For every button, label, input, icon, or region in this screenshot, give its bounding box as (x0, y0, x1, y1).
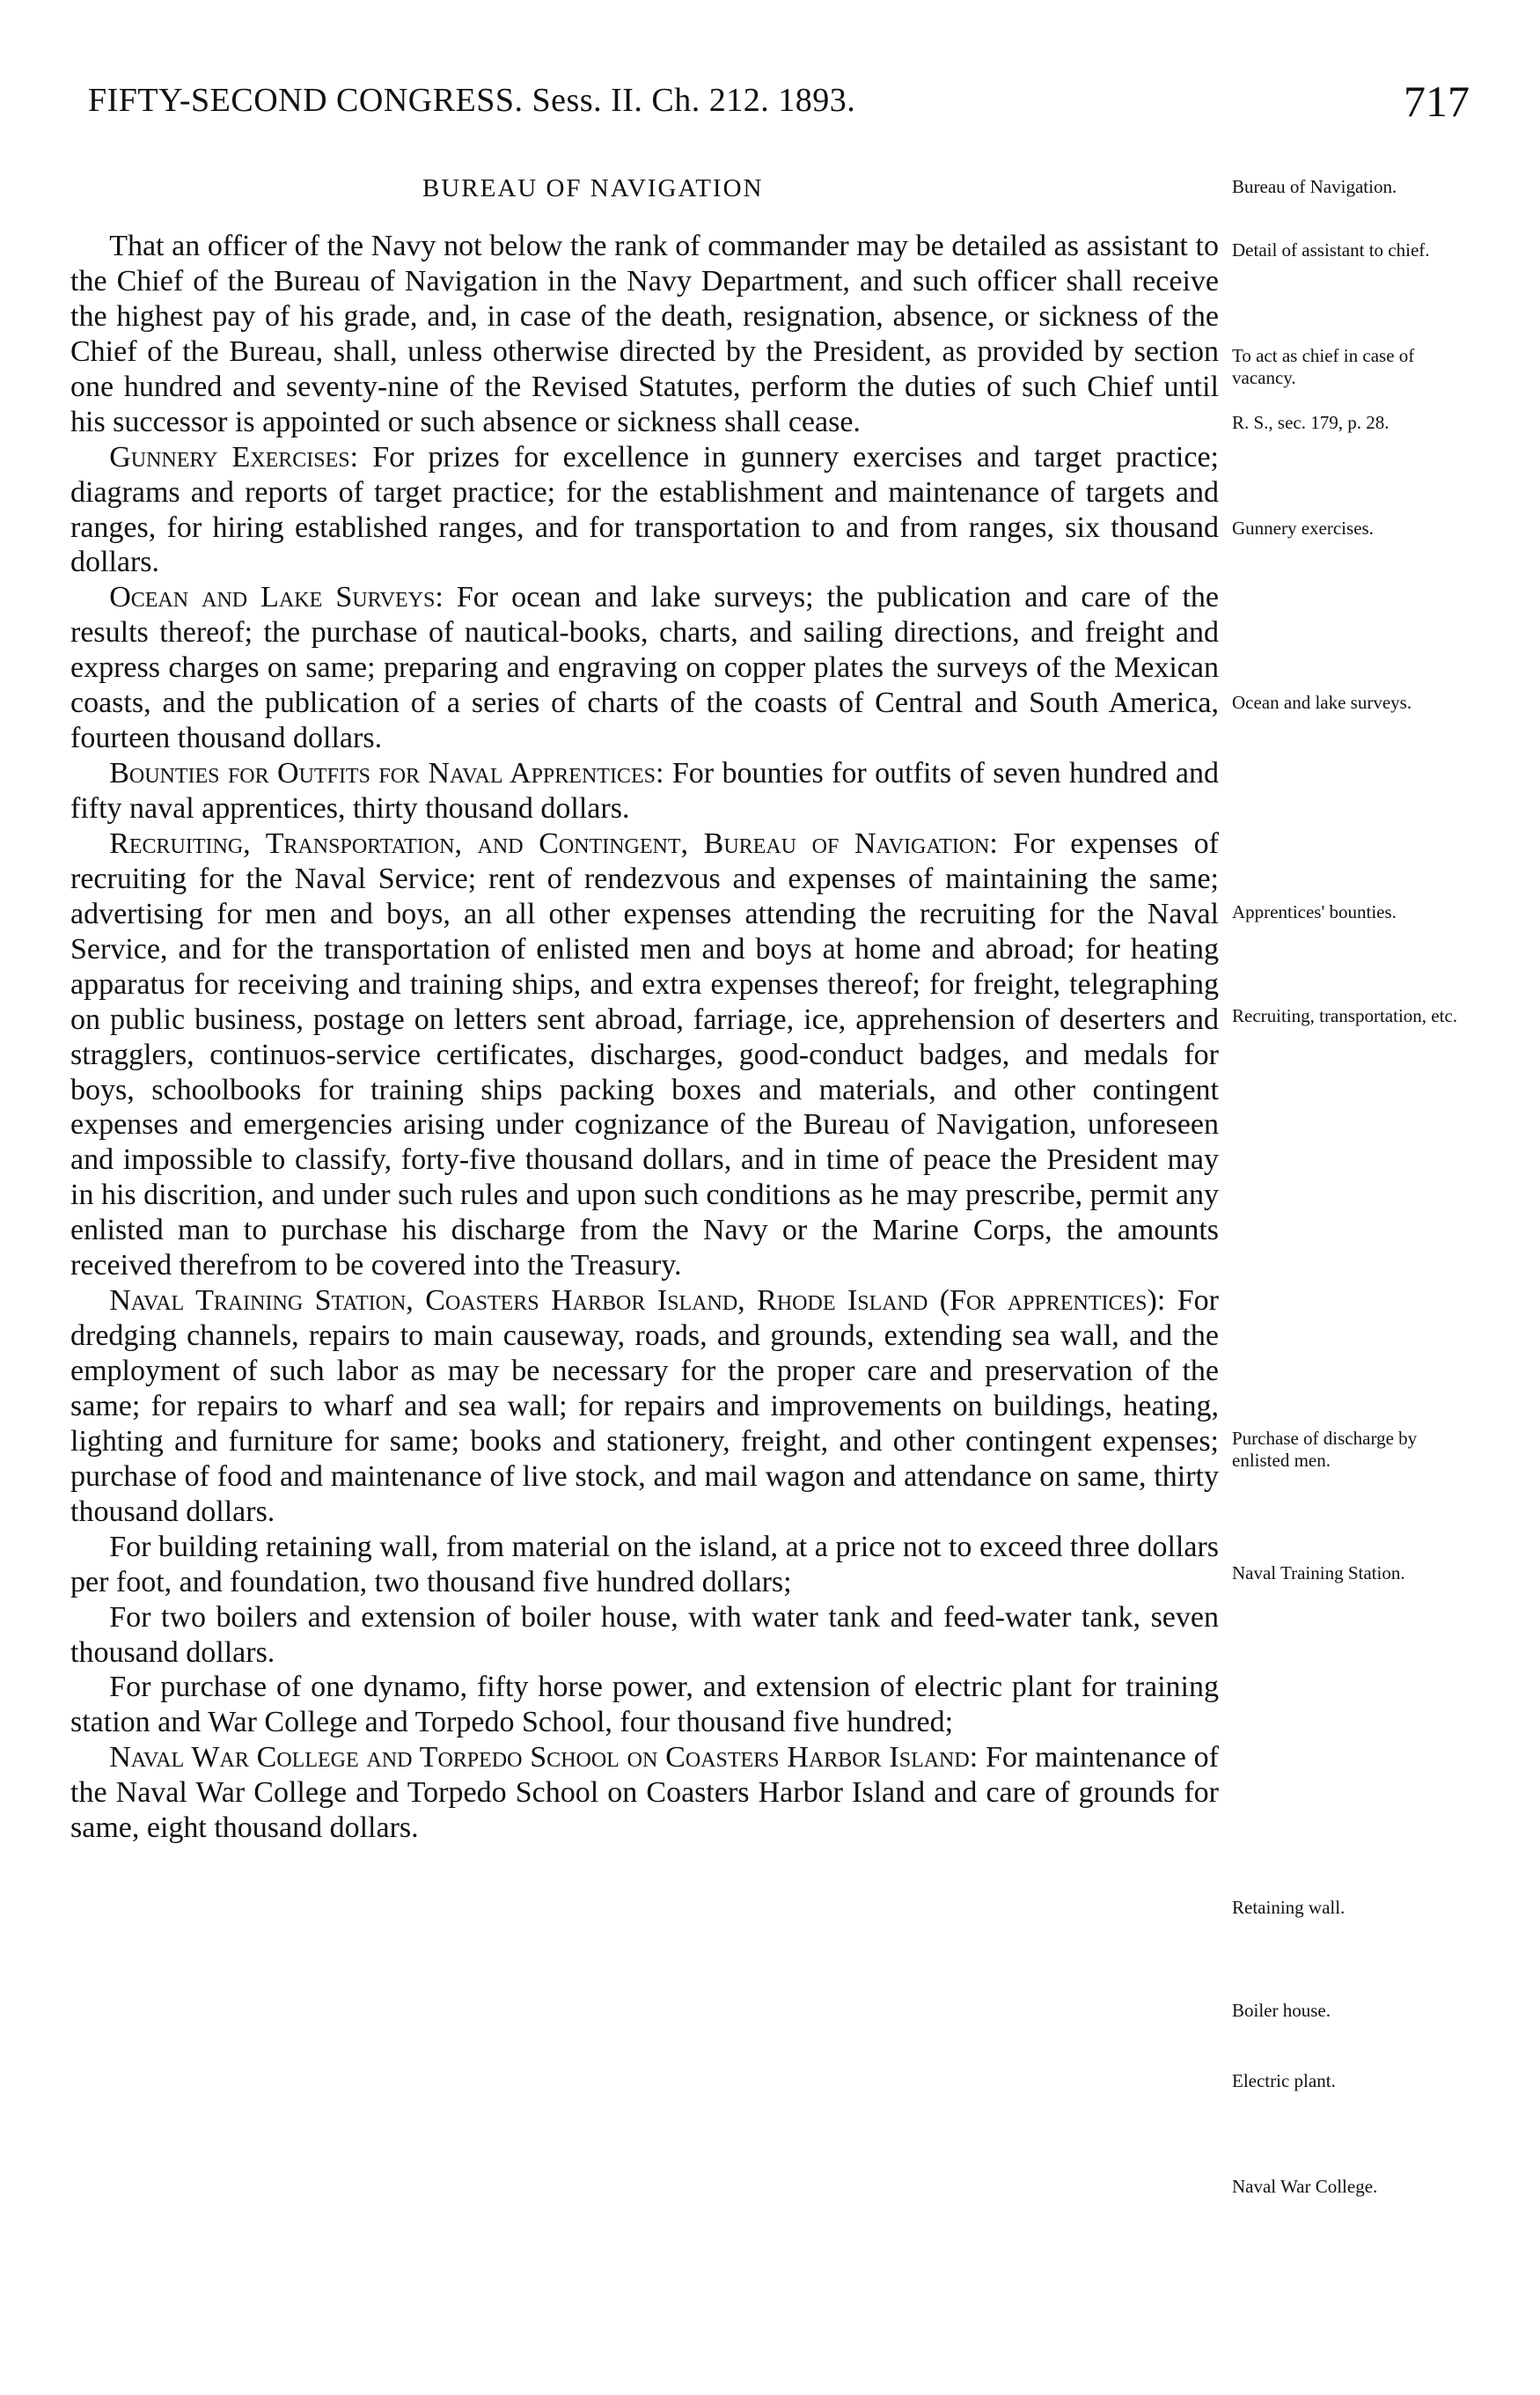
paragraph-electric-plant (70, 1670, 1219, 1740)
running-head: FIFTY-SECOND CONGRESS. Sess. II. Ch. 212. 1893. (88, 82, 856, 119)
margin-note: Purchase of discharge by enlisted men. (1232, 1428, 1418, 1472)
paragraph-gunnery-exercises (70, 440, 1219, 581)
paragraph-boiler-house (70, 1600, 1219, 1671)
statute-body (70, 229, 1219, 1846)
paragraph-ocean-lake-surveys (70, 580, 1219, 756)
paragraph-heading: Bounties for Outfits for Naval Apprentices: (109, 757, 664, 790)
margin-note: Bureau of Navigation. (1232, 176, 1397, 197)
paragraph-heading: Gunnery Exercises: (109, 440, 359, 474)
margin-note: Electric plant. (1232, 2070, 1336, 2091)
paragraph-recruiting (70, 826, 1219, 1283)
margin-note: Naval War College. (1232, 2176, 1378, 2197)
paragraph-text: For purchase of one dynamo, fifty horse power, and extension of electric plant for training station and War College and Torpedo School, four thousand five hundred; (70, 1671, 1219, 1739)
margin-note: To act as chief in case of vacancy. (1232, 345, 1415, 389)
margin-note: Ocean and lake surveys. (1232, 692, 1412, 713)
paragraph-training-station (70, 1283, 1219, 1530)
margin-note: Recruiting, transportation, etc. (1232, 1005, 1458, 1026)
paragraph-text: That an officer of the Navy not below the rank of commander may be detailed as assistant to the Chief of the Bureau of Navigation in the Navy Department, and such officer shall receive the highest pay of his grade, and, in case of the death, resignation, absence, or sickness of the Chief of the Bureau, shall, unless otherwise directed by the President, as provided by section one hundred and seventy-nine of the Revised Statutes, perform the duties of such Chief until his successor is appointed or such absence or sickness shall cease. (70, 230, 1219, 438)
margin-note: Detail of assistant to chief. (1232, 239, 1430, 261)
margin-note: Retaining wall. (1232, 1897, 1346, 1918)
paragraph-text: For dredging channels, repairs to main causeway, roads, and grounds, extending sea wall, and the employment of such labor as may be necessary for the proper care and preservation of the same; for repairs to wharf and sea wall; for repairs and improvements on buildings, heating, lighting and furniture for same; books and stationery, freight, and other contingent expenses; purchase of food and maintenance of live stock, and mail wagon and attendance on same, thirty thousand dollars. (70, 1284, 1219, 1528)
margin-note: R. S., sec. 179, p. 28. (1232, 412, 1390, 433)
page-number: 717 (1404, 77, 1470, 126)
section-title: BUREAU OF NAVIGATION (422, 174, 764, 202)
paragraph-heading: Naval War College and Torpedo School on Coasters Harbor Island: (109, 1741, 979, 1774)
paragraph-apprentice-bounties (70, 756, 1219, 826)
paragraph-text: For ocean and lake surveys; the publication and care of the results thereof; the purchase of nautical-books, charts, and sailing directions, and freight and express charges on same; preparing and engraving on copper plates the surveys of the Mexican coasts, and the publication of a series of charts of the coasts of Central and South America, fourteen thousand dollars. (70, 581, 1220, 755)
paragraph-text: For two boilers and extension of boiler house, with water tank and feed-water tank, seven thousand dollars. (70, 1600, 1219, 1669)
paragraph-heading: Recruiting, Transportation, and Contingent, Bureau of Navigation: (109, 826, 998, 860)
margin-note: Naval Training Station. (1232, 1562, 1405, 1583)
paragraph-war-college (70, 1740, 1219, 1846)
margin-note: Boiler house. (1232, 2000, 1331, 2021)
paragraph-text: For maintenance of the Naval War College and Torpedo School on Coasters Harbor Island and care of grounds for same, eight thousand dollars. (70, 1741, 1219, 1845)
paragraph-text: For bounties for outfits of seven hundred and fifty naval apprentices, thirty thousand dollars. (70, 757, 1219, 825)
page-header (88, 77, 1470, 134)
paragraph-retaining-wall (70, 1530, 1219, 1600)
paragraph-heading: Ocean and Lake Surveys: (109, 581, 444, 614)
paragraph-heading: Naval Training Station, Coasters Harbor Island, Rhode Island (For apprentices): (109, 1284, 1166, 1318)
paragraph-text: For expenses of recruiting for the Naval Service; rent of rendezvous and expenses of maintaining the same; advertising for men and boys, an all other expenses attending the recruiting for the Naval Service, and for the transportation of enlisted men and boys at home and abroad; for heating apparatus for receiving and training ships, and extra expenses thereof; for freight, telegraphing on public business, postage on letters sent abroad, farriage, ice, apprehension of deserters and stragglers, continuos-service certificates, discharges, good-conduct badges, and medals for boys, schoolbooks for training ships packing boxes and materials, and other contingent expenses and emergencies arising under cognizance of the Bureau of Navigation, unforeseen and impossible to classify, forty-five thousand dollars, and in time of peace the President may in his discrition, and under such rules and upon such conditions as he may prescribe, permit any enlisted man to purchase his discharge from the Navy or the Marine Corps, the amounts received therefrom to be covered into the Treasury. (70, 826, 1219, 1282)
margin-note: Apprentices' bounties. (1232, 901, 1397, 922)
margin-note: Gunnery exercises. (1232, 518, 1374, 539)
paragraph-assistant-chief (70, 229, 1219, 440)
paragraph-text: For prizes for excellence in gunnery exercises and target practice; diagrams and reports of target practice; for the establishment and maintenance of targets and ranges, for hiring established ranges, and for transportation to and from ranges, six thousand dollars. (70, 440, 1219, 579)
paragraph-text: For building retaining wall, from material on the island, at a price not to exceed three dollars per foot, and foundation, two thousand five hundred dollars; (70, 1530, 1219, 1598)
